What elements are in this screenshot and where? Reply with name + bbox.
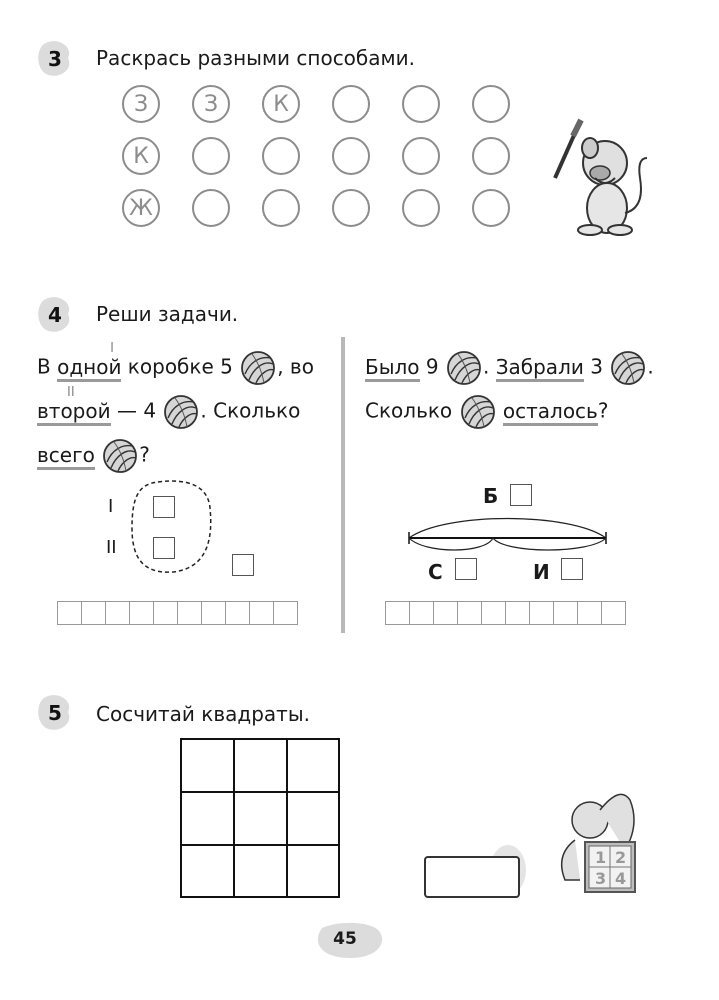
coloring-circle[interactable]: З xyxy=(122,85,160,123)
box-label-2: II xyxy=(106,537,117,558)
coloring-circle[interactable] xyxy=(402,85,440,123)
answer-cell[interactable] xyxy=(153,601,178,625)
task-number: 3 xyxy=(48,47,62,71)
answer-field[interactable] xyxy=(424,856,520,898)
answer-cell[interactable] xyxy=(81,601,106,625)
part-mark: II xyxy=(67,384,75,400)
task5-title: Сосчитай квадраты. xyxy=(96,702,310,726)
underlined-word: Было xyxy=(365,355,420,382)
answer-cell[interactable] xyxy=(577,601,602,625)
coloring-circle[interactable] xyxy=(332,85,370,123)
answer-cells-right[interactable] xyxy=(385,601,625,625)
answer-box-part-2[interactable] xyxy=(561,558,583,580)
ball-icon xyxy=(102,438,138,474)
coloring-circle[interactable]: Ж xyxy=(122,189,160,227)
ball-icon xyxy=(460,394,496,430)
coloring-circle[interactable] xyxy=(332,189,370,227)
column-divider xyxy=(341,337,345,633)
problem1-line1: В одной I коробке 5 , во xyxy=(37,350,314,386)
answer-cell[interactable] xyxy=(433,601,458,625)
task3-title: Раскрась разными способами. xyxy=(96,46,415,70)
answer-cell[interactable] xyxy=(249,601,274,625)
answer-box-total-right[interactable] xyxy=(510,484,532,506)
answer-box-second[interactable] xyxy=(153,537,175,559)
underlined-word: одной I xyxy=(57,355,121,382)
answer-cell[interactable] xyxy=(505,601,530,625)
ball-icon xyxy=(446,350,482,386)
answer-cell[interactable] xyxy=(177,601,202,625)
coloring-circle[interactable] xyxy=(262,137,300,175)
coloring-circle[interactable] xyxy=(332,137,370,175)
coloring-circle[interactable] xyxy=(402,137,440,175)
problem1-line3: всего ? xyxy=(37,438,150,474)
svg-text:4: 4 xyxy=(615,869,627,888)
coloring-circle[interactable] xyxy=(472,137,510,175)
coloring-circle[interactable]: К xyxy=(122,137,160,175)
coloring-circle[interactable] xyxy=(402,189,440,227)
svg-text:1: 1 xyxy=(595,848,607,867)
coloring-circle[interactable] xyxy=(472,85,510,123)
squares-grid xyxy=(180,738,342,900)
label-part-2: И xyxy=(533,560,550,584)
svg-text:2: 2 xyxy=(615,848,627,867)
coloring-circle[interactable]: З xyxy=(192,85,230,123)
monkey-with-board-illustration xyxy=(545,780,660,895)
answer-cell[interactable] xyxy=(553,601,578,625)
problem1-line2: второй II — 4 . Сколько xyxy=(37,394,300,430)
answer-cells-left[interactable] xyxy=(57,601,297,625)
ball-icon xyxy=(610,350,646,386)
dashed-grouping-outline xyxy=(128,478,218,578)
task-number-badge-5 xyxy=(38,694,76,730)
answer-cell[interactable] xyxy=(409,601,434,625)
answer-cell[interactable] xyxy=(57,601,82,625)
task-number-badge-4 xyxy=(38,296,76,332)
part-mark: I xyxy=(110,340,114,356)
answer-cell[interactable] xyxy=(273,601,298,625)
task-number: 5 xyxy=(48,701,62,725)
problem2-line2: Сколько осталось? xyxy=(365,394,608,430)
underlined-word: всего xyxy=(37,443,95,470)
coloring-circle[interactable] xyxy=(472,189,510,227)
underlined-word: второй II xyxy=(37,399,111,426)
answer-box-first[interactable] xyxy=(153,496,175,518)
box-label-1: I xyxy=(108,496,114,517)
task-number-badge-3 xyxy=(38,40,76,76)
segment-scheme xyxy=(405,510,610,555)
underlined-word: Забрали xyxy=(496,355,584,382)
answer-cell[interactable] xyxy=(129,601,154,625)
answer-box-total[interactable] xyxy=(232,554,254,576)
problem2-line1: Было 9 . Забрали 3 . xyxy=(365,350,654,386)
label-total: Б xyxy=(483,484,499,508)
svg-text:3: 3 xyxy=(595,869,607,888)
coloring-circle[interactable] xyxy=(192,189,230,227)
coloring-circle[interactable] xyxy=(192,137,230,175)
task-number: 4 xyxy=(48,303,62,327)
task4-title: Реши задачи. xyxy=(96,302,239,326)
coloring-circle[interactable] xyxy=(262,189,300,227)
answer-cell[interactable] xyxy=(457,601,482,625)
page-number: 45 xyxy=(333,929,357,949)
answer-cell[interactable] xyxy=(529,601,554,625)
ball-icon xyxy=(163,394,199,430)
answer-cell[interactable] xyxy=(601,601,626,625)
answer-cell[interactable] xyxy=(225,601,250,625)
answer-cell[interactable] xyxy=(385,601,410,625)
label-part-1: С xyxy=(428,560,443,584)
monkey-with-brush-illustration xyxy=(545,118,655,238)
answer-cell[interactable] xyxy=(201,601,226,625)
underlined-word: осталось xyxy=(503,399,598,426)
ball-icon xyxy=(240,350,276,386)
answer-cell[interactable] xyxy=(481,601,506,625)
answer-cell[interactable] xyxy=(105,601,130,625)
coloring-circle[interactable]: К xyxy=(262,85,300,123)
answer-box-part-1[interactable] xyxy=(455,558,477,580)
